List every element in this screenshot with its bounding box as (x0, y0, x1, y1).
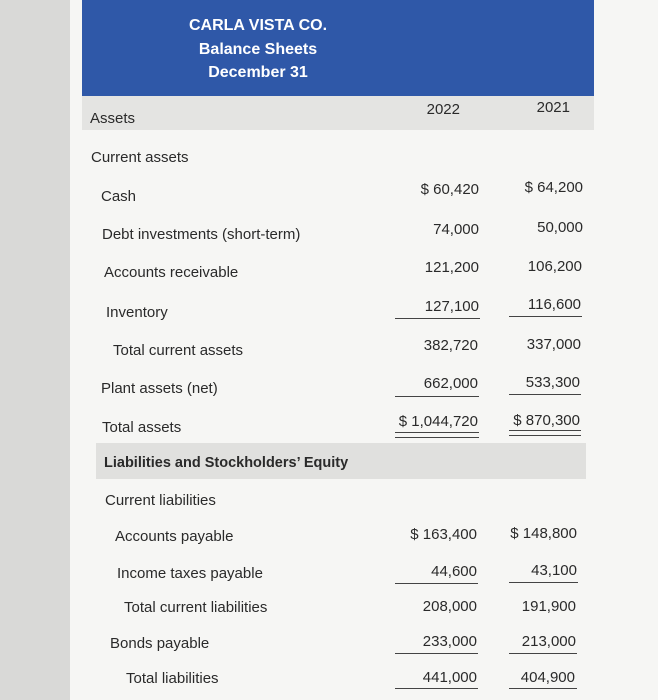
assets-heading: Assets (90, 110, 136, 127)
bonds-payable-2021: 213,000 (521, 633, 576, 650)
row-label-total-liabilities: Total liabilities (126, 670, 219, 687)
income-taxes-payable-2021: 43,100 (531, 562, 577, 579)
plant-assets-2022: 662,000 (423, 375, 478, 392)
row-label-plant-assets: Plant assets (net) (101, 380, 218, 397)
income-taxes-payable-2022: 44,600 (431, 563, 477, 580)
debt-investments-2021: 50,000 (537, 219, 583, 236)
total-current-assets-2022: 382,720 (423, 337, 478, 354)
current-assets-label: Current assets (91, 149, 189, 166)
total-liabilities-2022: 441,000 (422, 669, 477, 686)
accounts-payable-2021: $ 148,800 (510, 525, 577, 542)
current-liabilities-label: Current liabilities (105, 492, 216, 509)
bonds-payable-2021-underline (509, 653, 577, 654)
inventory-2021: 116,600 (527, 296, 581, 313)
total-assets-2021: $ 870,300 (513, 412, 580, 429)
total-current-liabilities-2022: 208,000 (422, 598, 477, 615)
plant-assets-2021: 533,300 (525, 374, 580, 391)
total-assets-2022-double-underline (395, 432, 479, 438)
row-label-total-current-assets: Total current assets (113, 342, 244, 359)
total-current-assets-2021: 337,000 (526, 336, 581, 353)
income-taxes-2021-underline (509, 582, 578, 583)
total-assets-2022: $ 1,044,720 (398, 413, 478, 430)
row-label-accounts-receivable: Accounts receivable (104, 264, 239, 281)
statement-title: Balance Sheets (198, 41, 318, 58)
cash-2022: $ 60,420 (420, 181, 479, 198)
liabilities-equity-heading: Liabilities and Stockholders’ Equity (104, 455, 349, 471)
plant-assets-2022-underline (395, 396, 479, 397)
statement-date: December 31 (208, 64, 308, 81)
accounts-receivable-2022: 121,200 (424, 259, 479, 276)
row-label-debt-investments: Debt investments (short-term) (102, 226, 301, 243)
company-name: CARLA VISTA CO. (188, 17, 328, 34)
total-liabilities-2021-underline (509, 688, 577, 689)
row-label-total-current-liabilities: Total current liabilities (124, 599, 268, 616)
bonds-payable-2022-underline (395, 653, 478, 654)
cash-2021: $ 64,200 (524, 179, 583, 196)
row-label-accounts-payable: Accounts payable (115, 528, 234, 545)
total-liabilities-2022-underline (395, 688, 478, 689)
row-label-income-taxes-payable: Income taxes payable (117, 565, 263, 582)
total-assets-2021-double-underline (509, 430, 581, 436)
statement-header (82, 0, 594, 96)
accounts-payable-2022: $ 163,400 (410, 526, 477, 543)
bonds-payable-2022: 233,000 (422, 633, 477, 650)
inventory-2021-underline (509, 316, 582, 317)
inventory-2022: 127,100 (424, 298, 479, 315)
total-liabilities-2021: 404,900 (520, 669, 575, 686)
column-2022: 2022 (426, 101, 460, 118)
income-taxes-2022-underline (395, 583, 478, 584)
row-label-bonds-payable: Bonds payable (110, 635, 210, 652)
inventory-2022-underline (395, 318, 480, 319)
plant-assets-2021-underline (509, 394, 581, 395)
total-current-liabilities-2021: 191,900 (521, 598, 576, 615)
row-label-inventory: Inventory (106, 304, 168, 321)
column-2021: 2021 (536, 99, 570, 116)
row-label-cash: Cash (101, 188, 137, 205)
debt-investments-2022: 74,000 (433, 221, 479, 238)
accounts-receivable-2021: 106,200 (527, 258, 582, 275)
row-label-total-assets: Total assets (102, 419, 182, 436)
